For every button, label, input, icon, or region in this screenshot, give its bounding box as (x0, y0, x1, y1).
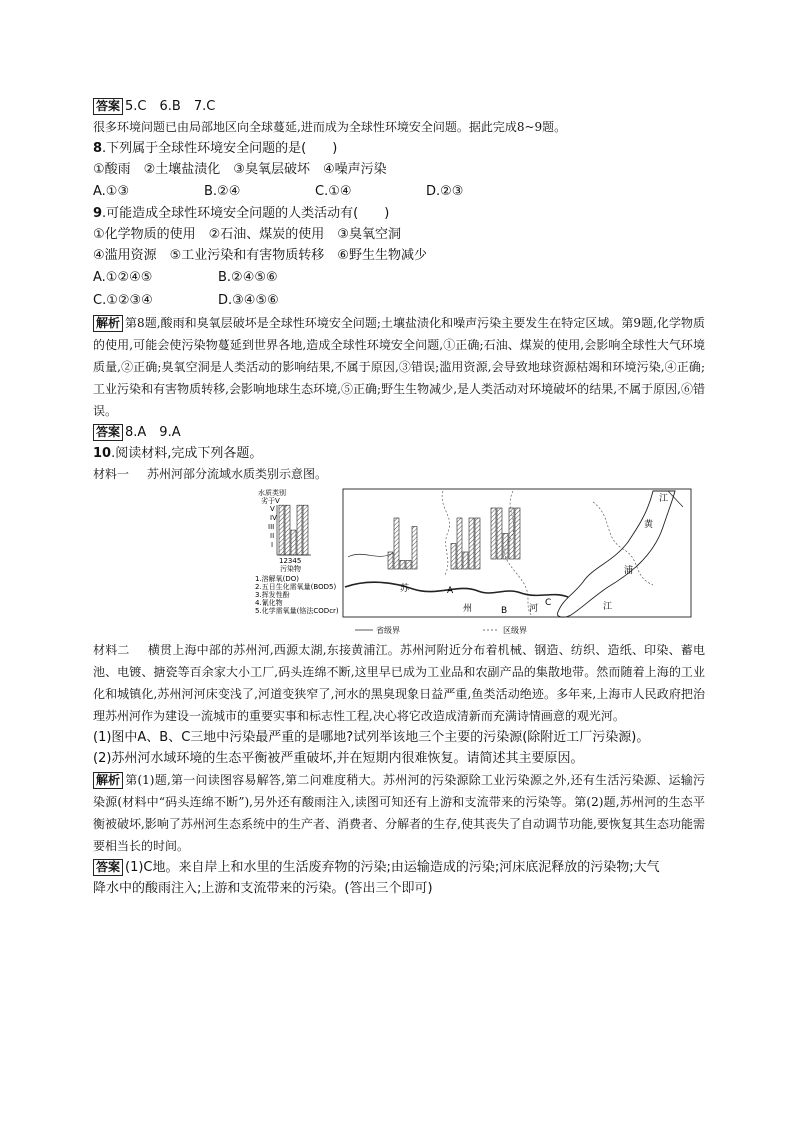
answer-tag: 答案 (93, 424, 123, 441)
legend-level-3: III (268, 523, 275, 531)
station-b-bar-1 (451, 544, 456, 570)
station-c-bar-4 (509, 508, 514, 559)
point-b: B (501, 606, 508, 616)
q9-option-b[interactable]: B.②④⑤⑥ (218, 270, 278, 285)
legend-xticks: 12345 (279, 557, 302, 565)
legend-bars (279, 505, 308, 555)
place-he: 河 (529, 604, 539, 614)
q8-items: ①酸雨 ②土壤盐渍化 ③臭氧层破坏 ④噪声污染 (93, 162, 387, 177)
answer-10-line-1: 答案 (1)C地。来自岸上和水里的生活废弃物的污染;由运输造成的污染;河床底泥释放的污染物;大气 (93, 857, 705, 878)
q9-items-1: ①化学物质的使用 ②石油、煤炭的使用 ③臭氧空洞 (93, 227, 401, 242)
water-quality-figure (93, 487, 705, 637)
place-su: 苏 (400, 584, 410, 594)
station-b-bar-2 (457, 518, 462, 569)
station-a-bar-3 (400, 561, 405, 570)
legend-title-2: 劣于V (261, 497, 280, 505)
legend-bar-1 (279, 505, 284, 555)
q9-options-row-1 (93, 266, 705, 289)
station-a-bar-1 (388, 552, 393, 569)
answer-tag: 答案 (93, 98, 123, 115)
pollutant-3: 3.挥发性酚 (255, 591, 290, 599)
district-boundary (593, 502, 653, 585)
q9-option-a[interactable]: A.①②④⑤ (93, 270, 153, 285)
place-zhou: 州 (463, 604, 473, 614)
place-jiang-top: 江 (659, 494, 669, 504)
answer-8-9: 答案 8.A 9.A (93, 422, 705, 443)
legend-bar-5 (303, 505, 308, 555)
station-c-bar-1 (491, 508, 496, 559)
station-c-bar-3 (503, 534, 508, 560)
material-1: 材料一 苏州河部分流域水质类别示意图。 (93, 467, 328, 481)
question-10: 10.阅读材料,完成下列各题。 (93, 446, 263, 461)
place-jiang: 江 (603, 602, 613, 612)
analysis-tag: 解析 (93, 315, 123, 332)
q8-option-a[interactable]: A.①③ (93, 184, 130, 199)
q9-items-2: ④滥用资源 ⑤工业污染和有害物质转移 ⑥野生生物减少 (93, 248, 427, 263)
legend-bar-3 (291, 530, 296, 555)
q9-option-c[interactable]: C.①②③④ (93, 293, 153, 308)
legend-bar-2 (285, 505, 290, 555)
q9-options-row-2 (93, 289, 705, 312)
answer-10-line-2: 降水中的酸雨注入;上游和支流带来的污染。(答出三个即可) (93, 881, 433, 896)
pollutant-5: 5.化学需氧量(铬法CODcr) (255, 607, 339, 615)
district-boundary (442, 491, 450, 575)
analysis-8-9: 解析 第8题,酸雨和臭氧层破坏是全球性环境安全问题;土壤盐渍化和噪声污染主要发生在特定区域。第9题,化学物质的使用,可能会使污染物蔓延到世界各地,造成全球性环境安全问题,①正确;石油、煤炭的使用,会影响全球性大气环境质量,②正确;臭氧空洞是人类活动的影响结果,不属于原因,③错误;滥用资源,会导致地球资源枯竭和环境污染,④正确;工业污染和有害物质转移,会影响地球生态环境,⑤正确;野生生物减少,是人类活动对环境破坏的结果,不属于原因,⑥错误。 (93, 316, 705, 418)
station-c-bar-5 (515, 508, 520, 559)
legend-level-4: IV (270, 514, 277, 522)
province-boundary (348, 553, 393, 557)
q9-option-d[interactable]: D.③④⑤⑥ (218, 293, 279, 308)
legend-chart (255, 488, 339, 615)
station-bars (388, 508, 520, 569)
suzhou-river (345, 582, 568, 597)
q10-sub-2: (2)苏州河水域环境的生态平衡被严重破坏,并在短期内很难恢复。请简述其主要原因。 (93, 751, 584, 766)
pollutant-1: 1.溶解氧(DO) (255, 575, 300, 583)
legend-bar-4 (297, 505, 302, 555)
place-pu: 浦 (624, 566, 634, 576)
station-a-bar-5 (412, 527, 417, 570)
q8-option-b[interactable]: B.②④ (204, 184, 241, 199)
answer-tag: 答案 (93, 859, 123, 876)
place-huang: 黄 (644, 520, 654, 530)
analysis-10: 解析 第(1)题,第一问读图容易解答,第二问难度稍大。苏州河的污染源除工业污染源之外,还有生活污染源、运输污染源(材料中“码头连绵不断”),另外还有酸雨注入,读图可知还有上游和支流带来的污染等。第(2)题,苏州河的生态平衡被破坏,影响了苏州河生态系统中的生产者、消费者、分解者的生存,使其丧失了自动调节功能,要恢复其生态功能需要相当长的时间。 (93, 773, 705, 853)
legend-title-1: 水质类别 (258, 489, 286, 497)
material-2: 材料二 横贯上海中部的苏州河,西源太湖,东接黄浦江。苏州河附近分布着机械、钢造、纺织、造纸、印染、蓄电池、电镀、搪瓷等百余家大小工厂,码头连绵不断,这里早已成为工业品和农副产品的集散地带。然而随着上海的工业化和城镇化,苏州河河床变浅了,河道变狭窄了,河水的黑臭现象日益严重,鱼类活动绝迹。多年来,上海市人民政府把治理苏州河作为建设一流城市的重要实事和标志性工程,决心将它改造成清新而充满诗情画意的观光河。 (93, 643, 705, 723)
q8-option-d[interactable]: D.②③ (426, 184, 464, 199)
document-page (93, 96, 705, 899)
legend-level-2: II (270, 532, 275, 540)
question-9: 9.可能造成全球性环境安全问题的人类活动有( ) (93, 206, 390, 221)
point-a: A (447, 586, 454, 596)
pollutant-2: 2.五日生化需氧量(BOD5) (255, 583, 337, 591)
legend-level-1: I (271, 541, 274, 549)
point-c: C (545, 598, 552, 608)
intro-8-9: 很多环境问题已由局部地区向全球蔓延,进而成为全球性环境安全问题。据此完成8~9题。 (93, 120, 567, 134)
q8-options (93, 180, 705, 203)
station-b-bar-5 (475, 518, 480, 569)
district-boundary-label: 区级界 (503, 626, 527, 635)
q8-option-c[interactable]: C.①④ (315, 184, 352, 199)
station-a-bar-2 (394, 518, 399, 569)
station-c-bar-2 (497, 508, 502, 559)
province-boundary-label: 省级界 (376, 626, 400, 635)
pollutant-4: 4.氰化物 (255, 599, 283, 607)
legend-xlabel: 污染物 (280, 565, 301, 573)
station-a-bar-4 (406, 561, 411, 570)
station-b-bar-3 (463, 552, 468, 569)
legend-level-5: V (270, 505, 275, 513)
q10-sub-1: (1)图中A、B、C三地中污染最严重的是哪地?试列举该地三个主要的污染源(除附近工厂污染源)。 (93, 730, 650, 745)
water-quality-map (93, 487, 705, 637)
station-b-bar-4 (469, 518, 474, 569)
answer-5-7: 答案 5.C 6.B 7.C (93, 96, 705, 117)
analysis-tag: 解析 (93, 772, 123, 789)
question-8: 8.下列属于全球性环境安全问题的是( ) (93, 141, 338, 156)
huangpu-river (557, 491, 675, 617)
